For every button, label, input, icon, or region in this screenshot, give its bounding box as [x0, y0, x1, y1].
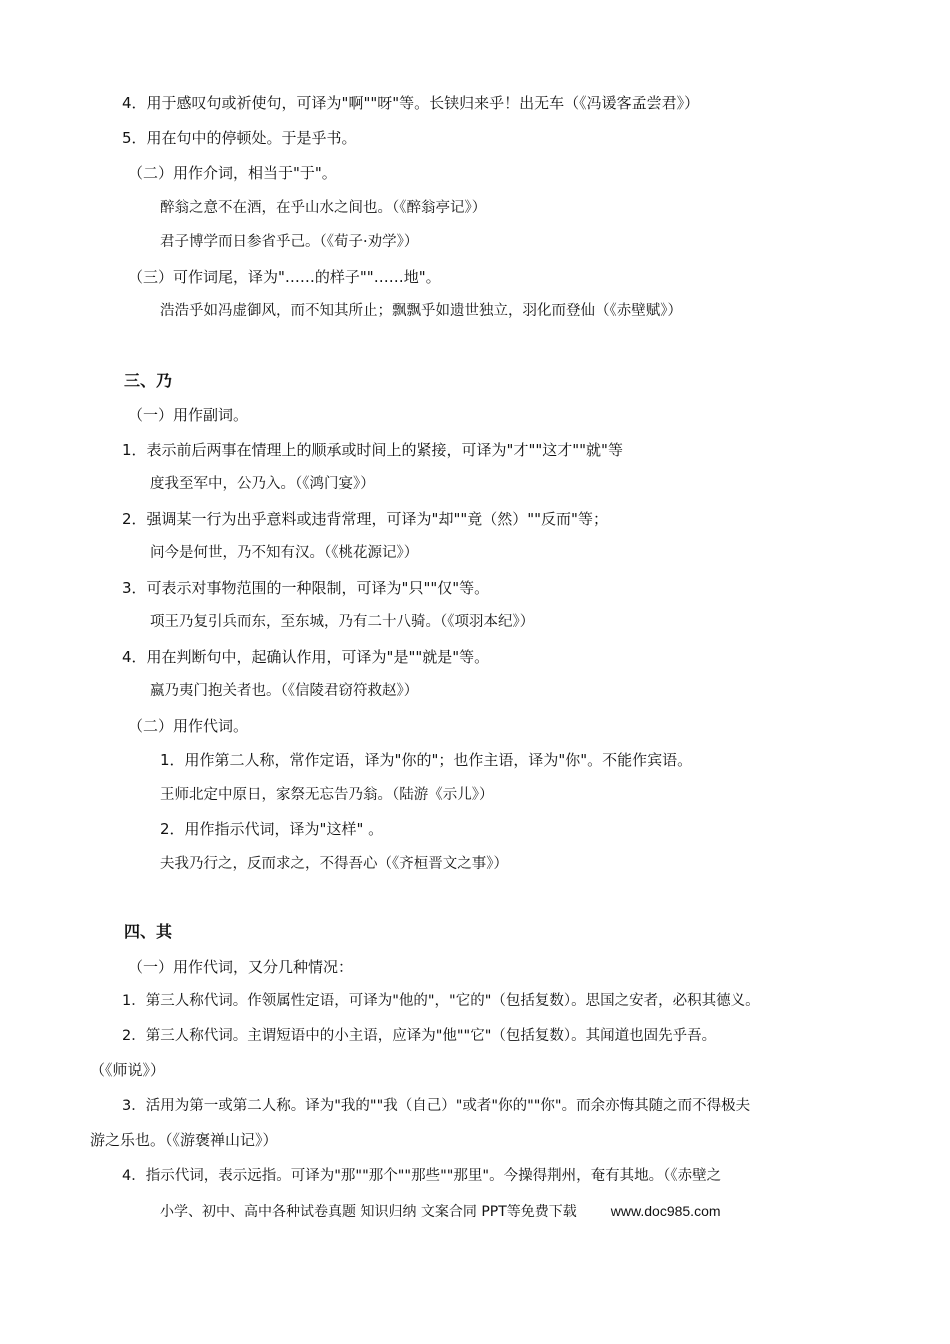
text-line: （《师说》）: [90, 1061, 166, 1079]
example-sentence: 问今是何世，乃不知有汉。（《桃花源记》）: [150, 545, 419, 561]
example-sentence: 项王乃复引兵而东，至东城，乃有二十八骑。（《项羽本纪》）: [150, 614, 535, 630]
text-line: 4．用在判断句中，起确认作用，可译为"是""就是"等。: [122, 648, 490, 666]
text-line: 3．活用为第一或第二人称。译为"我的""我（自己）"或者"你的""你"。而余亦悔其随之而不得极夫: [122, 1098, 751, 1114]
text-line: 1．第三人称代词。作领属性定语，可译为"他的"，"它的"（包括复数）。思国之安者，必积其德义。: [122, 993, 760, 1009]
footer-url-link[interactable]: www.doc985.com: [610, 1203, 721, 1219]
text-line: 1．表示前后两事在情理上的顺承或时间上的紧接，可译为"才""这才""就"等: [122, 441, 623, 459]
text-line: 2．用作指示代词，译为"这样" 。: [160, 820, 384, 838]
example-sentence: 夫我乃行之，反而求之，不得吾心（《齐桓晋文之事》）: [160, 856, 508, 872]
example-sentence: 浩浩乎如冯虚御风，而不知其所止；飘飘乎如遗世独立，羽化而登仙（《赤壁赋》）: [160, 303, 682, 319]
text-line: 游之乐也。（《游褒禅山记》）: [90, 1131, 278, 1149]
section-subheading: （二）用作代词。: [128, 717, 249, 735]
text-line: 3．可表示对事物范围的一种限制，可译为"只""仅"等。: [122, 579, 490, 597]
section-subheading: （二）用作介词，相当于"于"。: [128, 164, 337, 182]
example-sentence: 度我至军中，公乃入。（《鸿门宴》）: [150, 476, 375, 492]
text-line: 4．指示代词，表示远指。可译为"那""那个""那些""那里"。今操得荆州，奄有其地。（《赤壁之: [122, 1168, 722, 1184]
section-heading: 三、乃: [124, 371, 173, 390]
text-line: 2．强调某一行为出乎意料或违背常理，可译为"却""竟（然）""反而"等；: [122, 510, 608, 528]
section-subheading: （一）用作代词，又分几种情况：: [128, 958, 354, 976]
example-sentence: 醉翁之意不在酒，在乎山水之间也。（《醉翁亭记》）: [160, 200, 487, 216]
text-line: 1．用作第二人称，常作定语，译为"你的"；也作主语，译为"你"。不能作宾语。: [160, 751, 693, 769]
text-line: 5．用在句中的停顿处。于是乎书。: [122, 129, 357, 147]
section-heading: 四、其: [124, 922, 173, 941]
text-line: 4．用于感叹句或祈使句，可译为"啊""呀"等。长铗归来乎！出无车（《冯谖客孟尝君》）: [122, 94, 700, 112]
section-subheading: （三）可作词尾，译为"……的样子""……地"。: [128, 268, 441, 286]
example-sentence: 嬴乃夷门抱关者也。（《信陵君窃符救赵》）: [150, 683, 419, 699]
example-sentence: 王师北定中原日，家祭无忘告乃翁。（陆游《示儿》）: [160, 787, 494, 803]
section-subheading: （一）用作副词。: [128, 406, 249, 424]
text-line: 2．第三人称代词。主谓短语中的小主语，应译为"他""它"（包括复数）。其闻道也固先乎吾。: [122, 1028, 717, 1044]
example-sentence: 君子博学而日参省乎己。（《荀子·劝学》）: [160, 234, 419, 250]
footer-text: 小学、初中、高中各种试卷真题 知识归纳 文案合同 PPT等免费下载: [160, 1204, 577, 1220]
page-footer: [160, 1201, 721, 1222]
